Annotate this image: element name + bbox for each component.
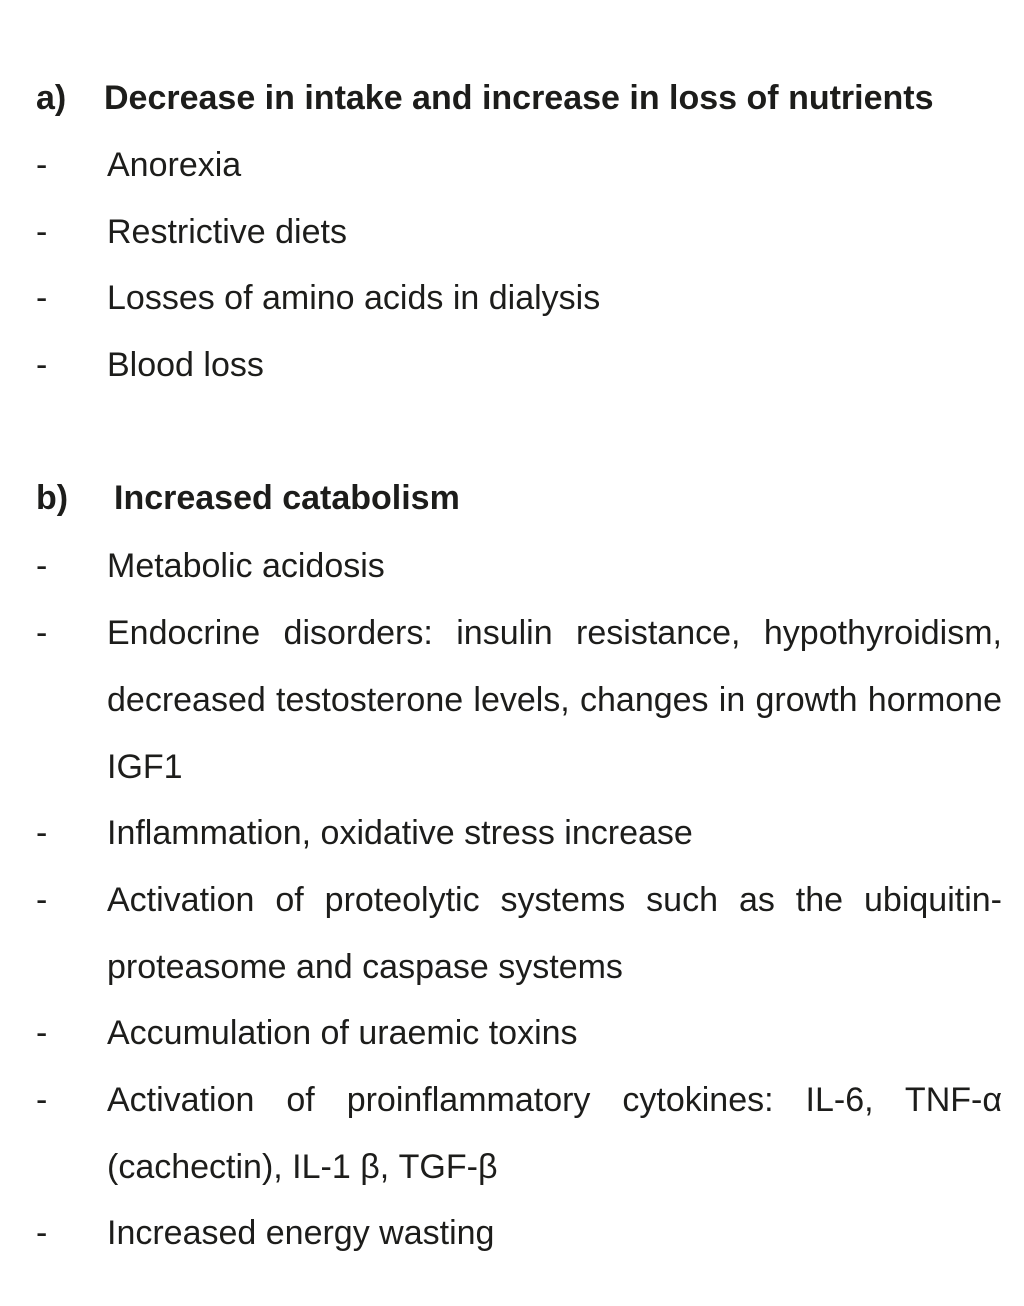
list-item-text: Anorexia <box>107 146 242 184</box>
list-item-text: Metabolic acidosis <box>107 547 385 585</box>
list-item-text: Restrictive diets <box>107 213 347 251</box>
section-a-title: Decrease in intake and increase in loss of nutrients <box>104 79 934 117</box>
bullet-dash: - <box>36 881 48 919</box>
section-a-marker: a) <box>36 79 67 117</box>
section-b-title: Increased catabolism <box>114 479 460 517</box>
bullet-dash: - <box>36 547 48 585</box>
list-item-text: Activation of proteolytic systems such as the ubiquitin-proteasome and caspase systems <box>107 881 1002 986</box>
list-item-text: Accumulation of uraemic toxins <box>107 1014 578 1052</box>
bullet-dash: - <box>36 614 48 652</box>
bullet-dash: - <box>36 814 48 852</box>
bullet-dash: - <box>36 213 48 251</box>
bullet-dash: - <box>36 1214 48 1252</box>
bullet-dash: - <box>36 279 48 317</box>
list-item-text: Endocrine disorders: insulin resistance, hypothyroidism, decreased testosterone levels, changes in growth hormone IGF1 <box>107 614 1002 786</box>
section-b-marker: b) <box>36 479 69 517</box>
bullet-dash: - <box>36 146 48 184</box>
list-item-text: Activation of proinflammatory cytokines: IL-6, TNF-α (cachectin), IL-1 β, TGF-β <box>107 1081 1002 1186</box>
bullet-dash: - <box>36 1014 48 1052</box>
section-a-heading <box>36 78 934 118</box>
section-b-heading <box>36 478 460 518</box>
list-item-text: Inflammation, oxidative stress increase <box>107 814 693 852</box>
list-item-text: Blood loss <box>107 346 264 384</box>
bullet-dash: - <box>36 1081 48 1119</box>
bullet-dash: - <box>36 346 48 384</box>
list-item-text: Increased energy wasting <box>107 1214 495 1252</box>
list-item-text: Losses of amino acids in dialysis <box>107 279 601 317</box>
